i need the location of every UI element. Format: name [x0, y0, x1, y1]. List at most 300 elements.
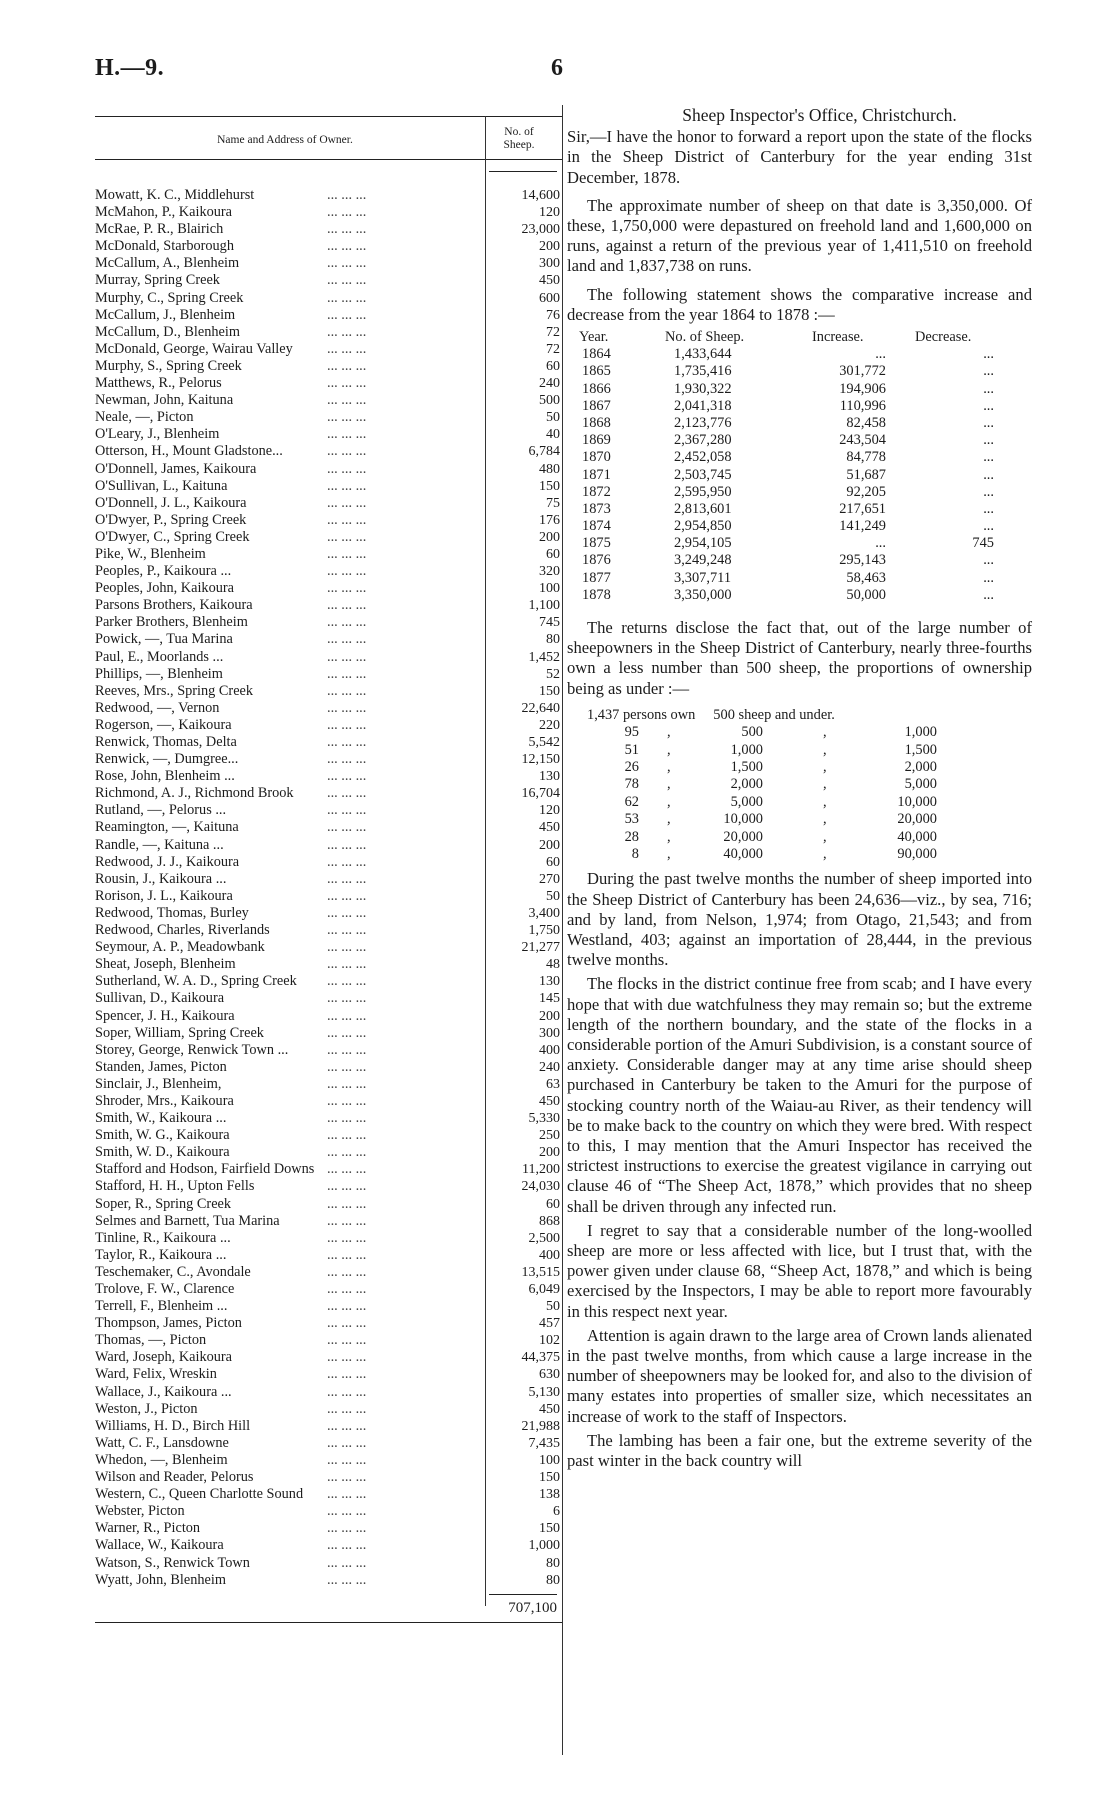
comparative-row — [567, 432, 1032, 449]
year: 1875 — [582, 535, 611, 552]
comparative-row — [567, 535, 1032, 552]
sheep-count: 600 — [539, 290, 560, 306]
leader-dots: ... ... ... — [327, 238, 367, 255]
table-row — [95, 768, 562, 785]
increase: 194,906 — [839, 380, 886, 397]
sheep-count: 16,704 — [521, 786, 560, 802]
owner-name: Phillips, —, Blenheim — [95, 666, 226, 683]
owner-name: Richmond, A. J., Richmond Brook — [95, 785, 297, 802]
owner-name: McCallum, D., Blenheim — [95, 324, 243, 341]
table-row — [95, 1093, 562, 1110]
table-row — [95, 1281, 562, 1298]
leader-dots: ... ... ... — [327, 1178, 367, 1195]
sheep-count: 1,750 — [528, 923, 560, 939]
table-row — [95, 221, 562, 238]
sheep-count: 102 — [539, 1333, 560, 1349]
leader-dots: ... ... ... — [327, 221, 367, 238]
table-row — [95, 272, 562, 289]
sheep-total: 2,041,318 — [674, 397, 732, 414]
table-row — [95, 854, 562, 871]
leader-dots: ... ... ... — [327, 1332, 367, 1349]
leader-dots: ... ... ... — [327, 306, 367, 323]
owner-name: Renwick, —, Dumgree... — [95, 751, 241, 768]
leader-dots: ... ... ... — [327, 1400, 367, 1417]
leader-dots: ... ... ... — [327, 1161, 367, 1178]
owner-name: Taylor, R., Kaikoura ... — [95, 1247, 229, 1264]
count-column-rule — [489, 171, 557, 172]
sheep-count: 240 — [539, 1059, 560, 1075]
sheep-count: 75 — [546, 495, 560, 511]
owner-name: O'Leary, J., Blenheim — [95, 426, 222, 443]
table-row — [95, 1264, 562, 1281]
paragraph-lice: I regret to say that a considerable number of the long-woolled sheep are more or less affected with lice, but I trust that, with the power given under clause 68, “Sheep Act, 1878,” and which is being exercised by the Inspectors, I may be able to report more favourably in this respect next year. — [567, 1220, 1032, 1321]
sheep-total: 2,595,950 — [674, 483, 732, 500]
table-row — [95, 1452, 562, 1469]
table-row — [95, 1230, 562, 1247]
comparative-row — [567, 415, 1032, 432]
year: 1868 — [582, 414, 611, 431]
increase: 58,463 — [846, 569, 886, 586]
leader-dots: ... ... ... — [327, 819, 367, 836]
owner-name: Teschemaker, C., Avondale — [95, 1264, 254, 1281]
leader-dots: ... ... ... — [327, 597, 367, 614]
table-row — [95, 1418, 562, 1435]
leader-dots: ... ... ... — [327, 1229, 367, 1246]
table-row — [95, 1042, 562, 1059]
leader-dots: ... ... ... — [327, 1212, 367, 1229]
leader-dots: ... ... ... — [327, 323, 367, 340]
owner-name: Stafford and Hodson, Fairfield Downs — [95, 1161, 317, 1178]
sheep-count: 44,375 — [521, 1350, 560, 1366]
table-row — [95, 563, 562, 580]
sheep-count: 2,500 — [528, 1230, 560, 1246]
sheep-count: 1,000 — [528, 1538, 560, 1554]
owner-name: McDonald, Starborough — [95, 238, 237, 255]
table-row — [95, 341, 562, 358]
owner-name: Murray, Spring Creek — [95, 272, 223, 289]
owner-name: Redwood, J. J., Kaikoura — [95, 854, 242, 871]
leader-dots: ... ... ... — [327, 734, 367, 750]
sheep-count: 120 — [539, 205, 560, 221]
owner-name: Soper, William, Spring Creek — [95, 1025, 267, 1042]
sheep-count: 6 — [553, 1504, 560, 1520]
owner-name: Renwick, Thomas, Delta — [95, 734, 240, 751]
owner-name: Sutherland, W. A. D., Spring Creek — [95, 973, 300, 990]
ownership-table — [567, 707, 1032, 864]
owner-name: McRae, P. R., Blairich — [95, 221, 226, 238]
range-to: 1,500 — [904, 741, 937, 758]
leader-dots: ... ... ... — [327, 785, 367, 802]
leader-dots: ... ... ... — [327, 648, 367, 665]
total-sheep: 707,100 — [508, 1600, 557, 1616]
comparative-row — [567, 381, 1032, 398]
owner-name: Parsons Brothers, Kaikoura — [95, 597, 256, 614]
sheep-count: 200 — [539, 1145, 560, 1161]
sheep-count: 220 — [539, 717, 560, 733]
sheep-count: 457 — [539, 1316, 560, 1332]
sheep-count: 5,330 — [528, 1111, 560, 1127]
ownership-row — [567, 742, 1032, 759]
owner-list — [95, 187, 562, 1589]
persons-count: 53 — [624, 811, 639, 828]
sheep-count: 12,150 — [521, 752, 560, 768]
table-row — [95, 905, 562, 922]
paragraph-statement: The following statement shows the comparative increase and decrease from the year 1864 to 1878 :— — [567, 284, 1032, 324]
comparative-row — [567, 484, 1032, 501]
leader-dots: ... ... ... — [327, 870, 367, 887]
sheep-count: 80 — [546, 1572, 560, 1588]
year: 1870 — [582, 449, 611, 466]
sheep-count: 868 — [539, 1213, 560, 1229]
sheep-total: 2,813,601 — [674, 500, 732, 517]
range-from: 5,000 — [730, 793, 763, 810]
table-row — [95, 734, 562, 751]
owner-name: Rogerson, —, Kaikoura — [95, 717, 235, 734]
range-from: 1,000 — [730, 741, 763, 758]
owner-name: Rutland, —, Pelorus ... — [95, 802, 229, 819]
sheep-count: 450 — [539, 1401, 560, 1417]
leader-dots: ... ... ... — [327, 768, 367, 785]
table-row — [95, 1144, 562, 1161]
year: 1865 — [582, 363, 611, 380]
leader-dots: ... ... ... — [327, 409, 367, 426]
leader-dots: ... ... ... — [327, 1366, 367, 1383]
owner-name: Wallace, J., Kaikoura ... — [95, 1384, 235, 1401]
owner-name: Reeves, Mrs., Spring Creek — [95, 683, 256, 700]
paragraph-sheep-count: The approximate number of sheep on that date is 3,350,000. Of these, 1,750,000 were depastured on freehold land and 1,600,000 on runs, against a return of the previous year of 1,411,510 on freehold land and 1,837,738 on runs. — [567, 195, 1032, 276]
leader-dots: ... ... ... — [327, 375, 367, 392]
sheep-count: 150 — [539, 1521, 560, 1537]
sheep-count: 200 — [539, 837, 560, 853]
sheep-count: 450 — [539, 820, 560, 836]
sheep-total: 2,367,280 — [674, 432, 732, 449]
increase: 217,651 — [839, 500, 886, 517]
table-row — [95, 1401, 562, 1418]
decrease: ... — [983, 569, 994, 586]
leader-dots: ... ... ... — [327, 494, 367, 511]
table-row — [95, 956, 562, 973]
table-row — [95, 700, 562, 717]
increase: 110,996 — [839, 397, 886, 414]
leader-dots: ... ... ... — [327, 1349, 367, 1366]
ownership-row — [567, 846, 1032, 863]
table-row — [95, 1247, 562, 1264]
sheep-count: 21,277 — [521, 940, 560, 956]
leader-dots: ... ... ... — [327, 1195, 367, 1212]
increase: 295,143 — [839, 552, 886, 569]
owner-name: Wallace, W., Kaikoura — [95, 1537, 227, 1554]
table-row — [95, 255, 562, 272]
table-row — [95, 358, 562, 375]
office-heading: Sheep Inspector's Office, Christchurch. — [682, 105, 957, 125]
owner-name: Whedon, —, Blenheim — [95, 1452, 231, 1469]
comparative-row — [567, 518, 1032, 535]
sheep-count: 6,784 — [528, 444, 560, 460]
comparative-row — [567, 449, 1032, 466]
ditto-mark: , — [823, 724, 827, 741]
table-row — [95, 785, 562, 802]
owner-name: Williams, H. D., Birch Hill — [95, 1418, 253, 1435]
leader-dots: ... ... ... — [327, 511, 367, 528]
header-year: Year. — [579, 329, 609, 346]
increase: ... — [875, 346, 886, 363]
sheep-count: 745 — [539, 615, 560, 631]
sheep-count: 120 — [539, 803, 560, 819]
owner-name: Storey, George, Renwick Town ... — [95, 1042, 291, 1059]
owner-name: Peoples, P., Kaikoura ... — [95, 563, 234, 580]
table-row — [95, 666, 562, 683]
sheep-count: 200 — [539, 239, 560, 255]
range-from: 2,000 — [730, 776, 763, 793]
leader-dots: ... ... ... — [327, 751, 367, 768]
sheep-count: 300 — [539, 1025, 560, 1041]
table-row — [95, 392, 562, 409]
sheep-count: 150 — [539, 1470, 560, 1486]
increase: ... — [875, 535, 886, 552]
decrease: ... — [983, 500, 994, 517]
ownership-row — [567, 829, 1032, 846]
table-row — [95, 1555, 562, 1572]
range-from: 500 — [741, 724, 763, 741]
sheep-count: 80 — [546, 1555, 560, 1571]
leader-dots: ... ... ... — [327, 272, 367, 289]
sheep-count: 76 — [546, 307, 560, 323]
increase: 51,687 — [846, 466, 886, 483]
leader-dots: ... ... ... — [327, 1024, 367, 1041]
table-header-rule — [95, 159, 562, 160]
ditto-mark: , — [823, 741, 827, 758]
leader-dots: ... ... ... — [327, 1298, 367, 1315]
sheep-count: 250 — [539, 1128, 560, 1144]
sheep-count: 52 — [546, 666, 560, 682]
owner-name: Reamington, —, Kaituna — [95, 819, 242, 836]
table-row — [95, 631, 562, 648]
range-from: 10,000 — [723, 811, 763, 828]
table-row — [95, 1025, 562, 1042]
ditto-mark: , — [823, 776, 827, 793]
owner-name: Rousin, J., Kaikoura ... — [95, 871, 229, 888]
range-to: 1,000 — [904, 724, 937, 741]
owner-name: Warner, R., Picton — [95, 1520, 203, 1537]
leader-dots: ... ... ... — [327, 1383, 367, 1400]
table-row — [95, 375, 562, 392]
range-to: 10,000 — [897, 793, 937, 810]
comparative-row — [567, 501, 1032, 518]
leader-dots: ... ... ... — [327, 563, 367, 580]
sheep-count: 23,000 — [521, 222, 560, 238]
leader-dots: ... ... ... — [327, 682, 367, 699]
leader-dots: ... ... ... — [327, 1127, 367, 1144]
table-row — [95, 1503, 562, 1520]
ownership-row — [567, 794, 1032, 811]
leader-dots: ... ... ... — [327, 357, 367, 374]
ditto-mark: , — [823, 811, 827, 828]
sheep-count: 240 — [539, 376, 560, 392]
sheep-total: 2,954,850 — [674, 518, 732, 535]
year: 1873 — [582, 500, 611, 517]
sheep-count: 14,600 — [521, 188, 560, 203]
leader-dots: ... ... ... — [327, 904, 367, 921]
header-increase: Increase. — [812, 329, 864, 346]
comparative-table — [567, 329, 1032, 604]
sheep-count: 80 — [546, 632, 560, 648]
table-row — [95, 1196, 562, 1213]
year: 1869 — [582, 432, 611, 449]
leader-dots: ... ... ... — [327, 614, 367, 631]
owner-name: Sullivan, D., Kaikoura — [95, 990, 227, 1007]
table-row — [95, 1076, 562, 1093]
owner-name: Sheat, Joseph, Blenheim — [95, 956, 239, 973]
leader-dots: ... ... ... — [327, 460, 367, 477]
table-row — [95, 1384, 562, 1401]
owner-name: Thompson, James, Picton — [95, 1315, 245, 1332]
owner-name: Redwood, Charles, Riverlands — [95, 922, 273, 939]
column-header-sheep: No. of Sheep. — [503, 126, 535, 151]
owner-name: Neale, —, Picton — [95, 409, 196, 426]
sheep-count: 24,030 — [521, 1179, 560, 1195]
decrease: ... — [983, 586, 994, 603]
leader-dots: ... ... ... — [327, 1092, 367, 1109]
owner-name: Watt, C. F., Lansdowne — [95, 1435, 232, 1452]
owner-name: Matthews, R., Pelorus — [95, 375, 225, 392]
comparative-row — [567, 363, 1032, 380]
increase: 243,504 — [839, 432, 886, 449]
paragraph-opening: Sir,—I have the honor to forward a report upon the state of the flocks in the Sheep District of Canterbury for the year ending 31st December, 1878. — [567, 127, 1032, 187]
table-row — [95, 1059, 562, 1076]
decrease: ... — [983, 414, 994, 431]
sheep-count: 5,130 — [528, 1384, 560, 1400]
leader-dots: ... ... ... — [327, 1144, 367, 1161]
inspector-report — [567, 105, 1032, 1471]
leader-dots: ... ... ... — [327, 1434, 367, 1451]
leader-dots: ... ... ... — [327, 939, 367, 956]
sheep-count: 400 — [539, 1247, 560, 1263]
table-row — [95, 1486, 562, 1503]
owner-name: Seymour, A. P., Meadowbank — [95, 939, 268, 956]
table-row — [95, 717, 562, 734]
leader-dots: ... ... ... — [327, 580, 367, 597]
sheep-count: 300 — [539, 256, 560, 272]
increase: 92,205 — [846, 483, 886, 500]
sheep-count: 50 — [546, 888, 560, 904]
persons-count: 78 — [624, 776, 639, 793]
owner-name: O'Sullivan, L., Kaituna — [95, 478, 230, 495]
table-row — [95, 426, 562, 443]
leader-dots: ... ... ... — [327, 1007, 367, 1024]
owner-name: O'Donnell, James, Kaikoura — [95, 461, 259, 478]
leader-dots: ... ... ... — [327, 1246, 367, 1263]
decrease: ... — [983, 483, 994, 500]
table-row — [95, 529, 562, 546]
leader-dots: ... ... ... — [327, 1554, 367, 1571]
leader-dots: ... ... ... — [327, 1537, 367, 1554]
persons-count: 8 — [631, 845, 639, 862]
decrease: ... — [983, 363, 994, 380]
year: 1867 — [582, 397, 611, 414]
owner-name: Rorison, J. L., Kaikoura — [95, 888, 236, 905]
owner-name: Thomas, —, Picton — [95, 1332, 209, 1349]
table-row — [95, 443, 562, 460]
document-reference: H.—9. — [95, 55, 165, 81]
table-row — [95, 1110, 562, 1127]
sheep-total: 1,735,416 — [674, 363, 732, 380]
sheep-count: 21,988 — [521, 1418, 560, 1434]
decrease: ... — [983, 518, 994, 535]
table-row — [95, 1315, 562, 1332]
owner-name: Trolove, F. W., Clarence — [95, 1281, 237, 1298]
owner-name: Mowatt, K. C., Middlehurst — [95, 187, 257, 204]
sheep-count: 7,435 — [528, 1435, 560, 1451]
leader-dots: ... ... ... — [327, 922, 367, 939]
owner-name: Smith, W. D., Kaikoura — [95, 1144, 233, 1161]
table-row — [95, 1008, 562, 1025]
table-row — [95, 290, 562, 307]
range-from: 40,000 — [723, 845, 763, 862]
owner-name: Parker Brothers, Blenheim — [95, 614, 251, 631]
sheep-count: 3,400 — [528, 905, 560, 921]
increase: 301,772 — [839, 363, 886, 380]
leader-dots: ... ... ... — [327, 1058, 367, 1075]
ditto-mark: , — [667, 793, 671, 810]
sheep-count: 72 — [546, 324, 560, 340]
leader-dots: ... ... ... — [327, 392, 367, 409]
owner-name: Murphy, C., Spring Creek — [95, 290, 246, 307]
comparative-row — [567, 570, 1032, 587]
table-row — [95, 324, 562, 341]
leader-dots: ... ... ... — [327, 1417, 367, 1434]
sheep-count: 50 — [546, 410, 560, 426]
range-to: 5,000 — [904, 776, 937, 793]
owner-name: Rose, John, Blenheim ... — [95, 768, 238, 785]
owner-name: Otterson, H., Mount Gladstone... — [95, 443, 286, 460]
owner-name: Watson, S., Renwick Town — [95, 1555, 253, 1572]
decrease: ... — [983, 380, 994, 397]
sheep-total: 3,249,248 — [674, 552, 732, 569]
comparative-header — [567, 329, 1032, 346]
sheep-total: 3,307,711 — [674, 569, 732, 586]
ditto-mark: , — [667, 741, 671, 758]
sheep-count: 100 — [539, 1452, 560, 1468]
table-row — [95, 461, 562, 478]
persons-count: 26 — [624, 759, 639, 776]
comparative-row — [567, 398, 1032, 415]
sheep-count: 150 — [539, 683, 560, 699]
leader-dots: ... ... ... — [327, 990, 367, 1007]
ownership-row — [567, 724, 1032, 741]
ditto-mark: , — [667, 811, 671, 828]
table-row — [95, 1349, 562, 1366]
sheep-count: 6,049 — [528, 1282, 560, 1297]
owner-name: Sinclair, J., Blenheim, — [95, 1076, 225, 1093]
sheep-count: 13,515 — [521, 1264, 560, 1280]
year: 1877 — [582, 569, 611, 586]
decrease: ... — [983, 466, 994, 483]
ditto-mark: , — [823, 793, 827, 810]
owner-name: Wilson and Reader, Pelorus — [95, 1469, 256, 1486]
leader-dots: ... ... ... — [327, 956, 367, 973]
owner-name: Ward, Felix, Wreskin — [95, 1366, 220, 1383]
sheep-count: 145 — [539, 991, 560, 1007]
total-rule — [489, 1594, 557, 1595]
table-row — [95, 187, 562, 204]
range-to: 20,000 — [897, 811, 937, 828]
paragraph-crown-lands: Attention is again drawn to the large area of Crown lands alienated in the past twelve months, from which cause a large increase in the number of sheepowners may be looked for, and also to the division of many estates into properties of smaller size, which necessitates an increase of work to the staff of Inspectors. — [567, 1325, 1032, 1426]
comparative-row — [567, 587, 1032, 604]
sheep-count: 40 — [546, 427, 560, 443]
ditto-mark: , — [823, 845, 827, 862]
table-row — [95, 1127, 562, 1144]
sheep-count: 60 — [546, 1196, 560, 1212]
